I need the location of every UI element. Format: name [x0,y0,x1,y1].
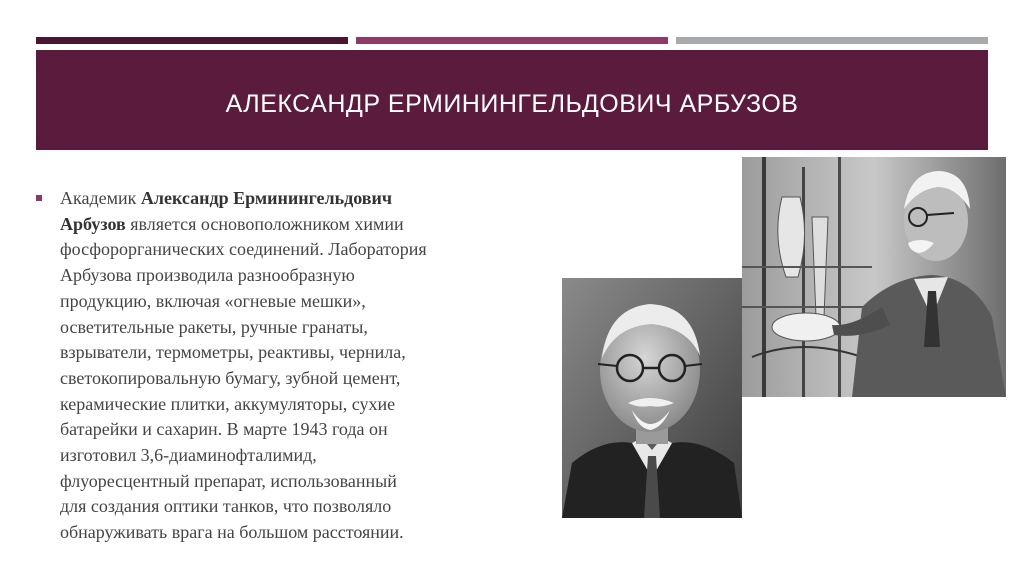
laboratory-photo [742,157,1006,397]
body-paragraph [60,186,496,546]
body-line: Арбузова производила разнообразную [60,265,355,286]
body-line: изготовил 3,6-диаминофталимид, [60,445,317,466]
slide-title: АЛЕКСАНДР ЕРМИНИНГЕЛЬДОВИЧ АРБУЗОВ [225,89,799,118]
top-accent-bar-dark [36,37,348,44]
body-line: фосфорорганических соединений. Лаборатория [60,239,427,260]
body-line: керамические плитки, аккумуляторы, сухие [60,393,396,414]
title-band [36,50,988,150]
body-line: флуоресцентный препарат, использованный [60,470,397,491]
top-accent-bar-gray [676,37,988,44]
bullet-square-icon [36,195,42,201]
body-line: для создания оптики танков, что позволяло [60,496,392,517]
body-line: Академик Александр Ерминингельдович [60,188,393,208]
portrait-photo [562,278,742,518]
body-line: осветительные ракеты, ручные гранаты, [60,316,368,337]
body-text-block [36,186,496,546]
body-line: светокопировальную бумагу, зубной цемент, [60,367,401,388]
top-accent-bar-magenta [356,37,668,44]
body-line: обнаруживать врага на большом расстоянии. [60,522,404,543]
body-line: продукцию, включая «огневые мешки», [60,290,366,311]
body-line: Арбузов является основоположником химии [60,213,404,234]
body-line: батарейки и сахарин. В марте 1943 года он [60,419,388,440]
body-line: взрыватели, термометры, реактивы, чернила, [60,342,406,363]
